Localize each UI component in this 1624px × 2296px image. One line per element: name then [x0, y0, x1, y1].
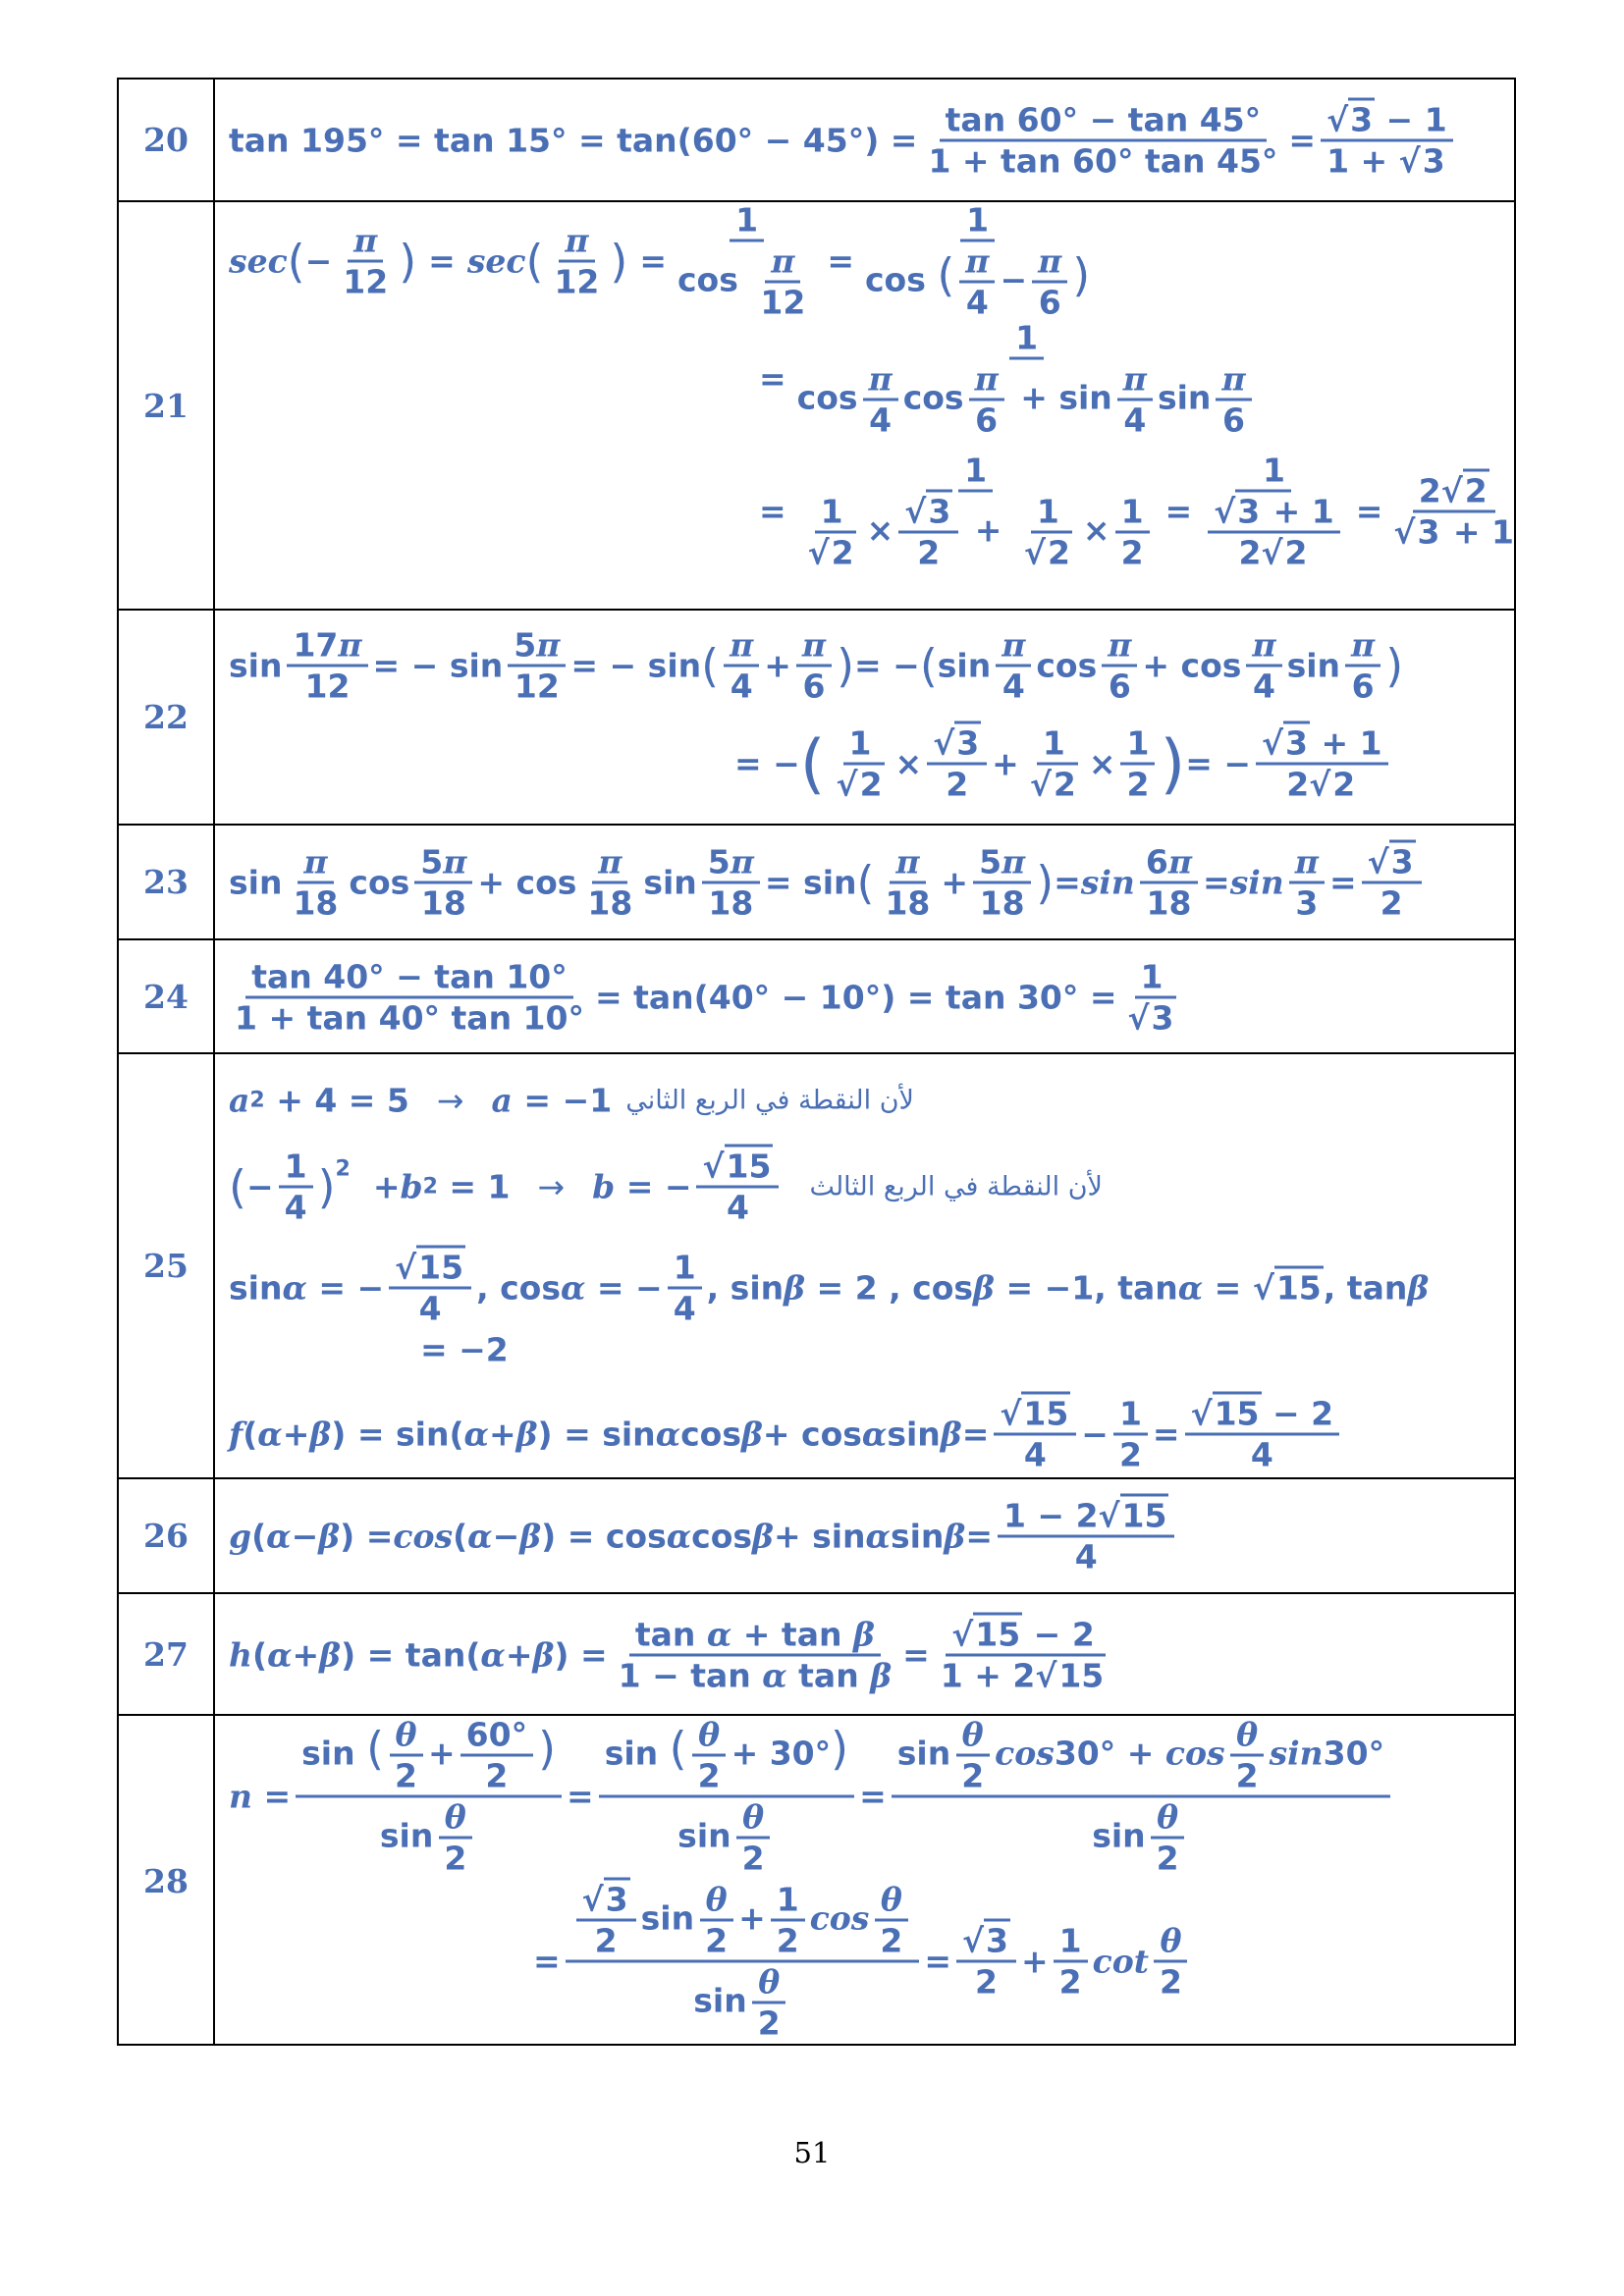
table-row — [119, 826, 1514, 940]
table-row — [119, 1594, 1514, 1716]
row-solution: sin $\frac{\pi}{18}$ cos $\frac{5\pi}{18}$ + cos $\frac{\pi}{18}$ sin $\frac{5\pi}{18}$ = sin ( $\frac{\pi}{18}$ + $\frac{5\pi}{18}$ ) = sin $\frac{6\pi}{18}$ = sin $\frac{\pi}{3}$ = $\frac{√3}{2}$ — [229, 826, 1502, 938]
note-second-quadrant: لأن النقطة في الربع الثاني — [625, 1085, 914, 1116]
row-number: 21 — [119, 202, 215, 609]
row-solution: $\frac{\tan 40^\circ - \tan 10^\circ}{1 + \tan 40^\circ \tan 10^\circ}$ = tan(40° − 10°) = tan 30° = $\frac{1}{√3}$ — [235, 957, 1174, 1038]
row-number: 20 — [119, 80, 215, 200]
row-solution: a 2 + 4 = 5 → a = −1 لأن النقطة في الربع الثاني ( − $\frac{1}{4}$ ) $^2$ + b 2 = 1 → b = − $\frac{√15}{4}$ لأن النقطة في الربع الثالث sin α = − $\frac{√15}{4}$ , cos α = − $\frac{1}{4}$ , sin β = 2 , cos β = −1, tan α = √ 15 , tan β = −2 f ( α + β ) = sin( α + β ) = sin α cos β + cos α sin β = $\frac{√15}{4}$ − $\frac{1}{2}$ = $\frac{√15 - 2}{4}$ — [229, 1081, 1430, 1474]
row-solution: tan 195° = tan 15° = tan(60° − 45°) = $\frac{\tan 60^\circ - \tan 45^\circ}{1 + \tan 60^\circ \tan 45^\circ}$ = $\frac{√3 - 1}{1 + √3}$ — [229, 80, 1502, 200]
page-number: 51 — [793, 2136, 831, 2169]
table-row — [119, 940, 1514, 1054]
row-number: 28 — [119, 1716, 215, 2046]
row-number: 25 — [119, 1054, 215, 1477]
table-row — [119, 80, 1514, 202]
row-solution: h ( α + β ) = tan( α + β ) = $\frac{\text{tan α + tan β}}{\text{1 − tan α tan β}}$ = $\frac{√15 - 2}{1 + 2√15}$ — [229, 1594, 1502, 1714]
table-row — [119, 202, 1514, 611]
solutions-table — [117, 78, 1516, 2046]
row-solution: sec ( − $\frac{\pi}{12}$ ) = sec ( $\frac{\pi}{12}$ ) = 1 cos $\frac{\pi}{12}$ = 1 cos ( $\frac{\pi}{4}$ − $\frac{\pi}{6}$ ) = 1 cos $\frac{\pi}{4}$ cos $\frac{\pi}{6}$ + sin $\frac{\pi}{4}$ sin $\frac{\pi}{6}$ = 1 $\frac{1}{√2}$ × $\frac{√3}{2}$ + $\frac{1}{√2}$ × $\frac{1}{2}$ = $\frac{1}{\frac{√3 + 1}{2√2}}$ = $\frac{2√2}{√3 + 1}$ — [229, 200, 1514, 572]
table-row — [119, 1054, 1514, 1479]
table-row — [119, 1479, 1514, 1594]
row-solution: g ( α − β ) = cos ( α − β ) = cos α cos β + sin α sin β = $\frac{1 - 2√15}{4}$ — [229, 1479, 1502, 1592]
row-number: 26 — [119, 1479, 215, 1592]
row-solution: n = sin ( $\frac{\theta}{2}$ + $\frac{60^\circ}{2}$ ) sin $\frac{\theta}{2}$ = sin ( $\frac{\theta}{2}$ + 30°) sin $\frac{\theta}{2}$ = sin $\frac{\theta}{2}$ cos30° + cos $\frac{\theta}{2}$ sin30° sin $\frac{\theta}{2}$ = $\frac{√3}{2}$ sin $\frac{\theta}{2}$ + $\frac{1}{2}$ cos $\frac{\theta}{2}$ sin $\frac{\theta}{2}$ = $\frac{√3}{2}$ + $\frac{1}{2}$ cot $\frac{\theta}{2}$ — [229, 1716, 1502, 2046]
note-third-quadrant: لأن النقطة في الربع الثالث — [809, 1171, 1103, 1202]
row-number: 23 — [119, 826, 215, 938]
table-row — [119, 1716, 1514, 2046]
row-number: 27 — [119, 1594, 215, 1714]
row-solution: sin $\frac{17\pi}{12}$ = − sin $\frac{5\pi}{12}$ = − sin ( $\frac{\pi}{4}$ + $\frac{\pi}{6}$ ) = − ( sin $\frac{\pi}{4}$ cos $\frac{\pi}{6}$ + cos $\frac{\pi}{4}$ sin $\frac{\pi}{6}$ ) = − ( $\frac{1}{√2}$ × $\frac{√3}{2}$ + $\frac{1}{√2}$ × $\frac{1}{2}$ ) = − $\frac{√3 + 1}{2√2}$ — [229, 625, 1404, 804]
row-number: 24 — [119, 940, 215, 1052]
row-number: 22 — [119, 611, 215, 824]
table-row — [119, 611, 1514, 826]
